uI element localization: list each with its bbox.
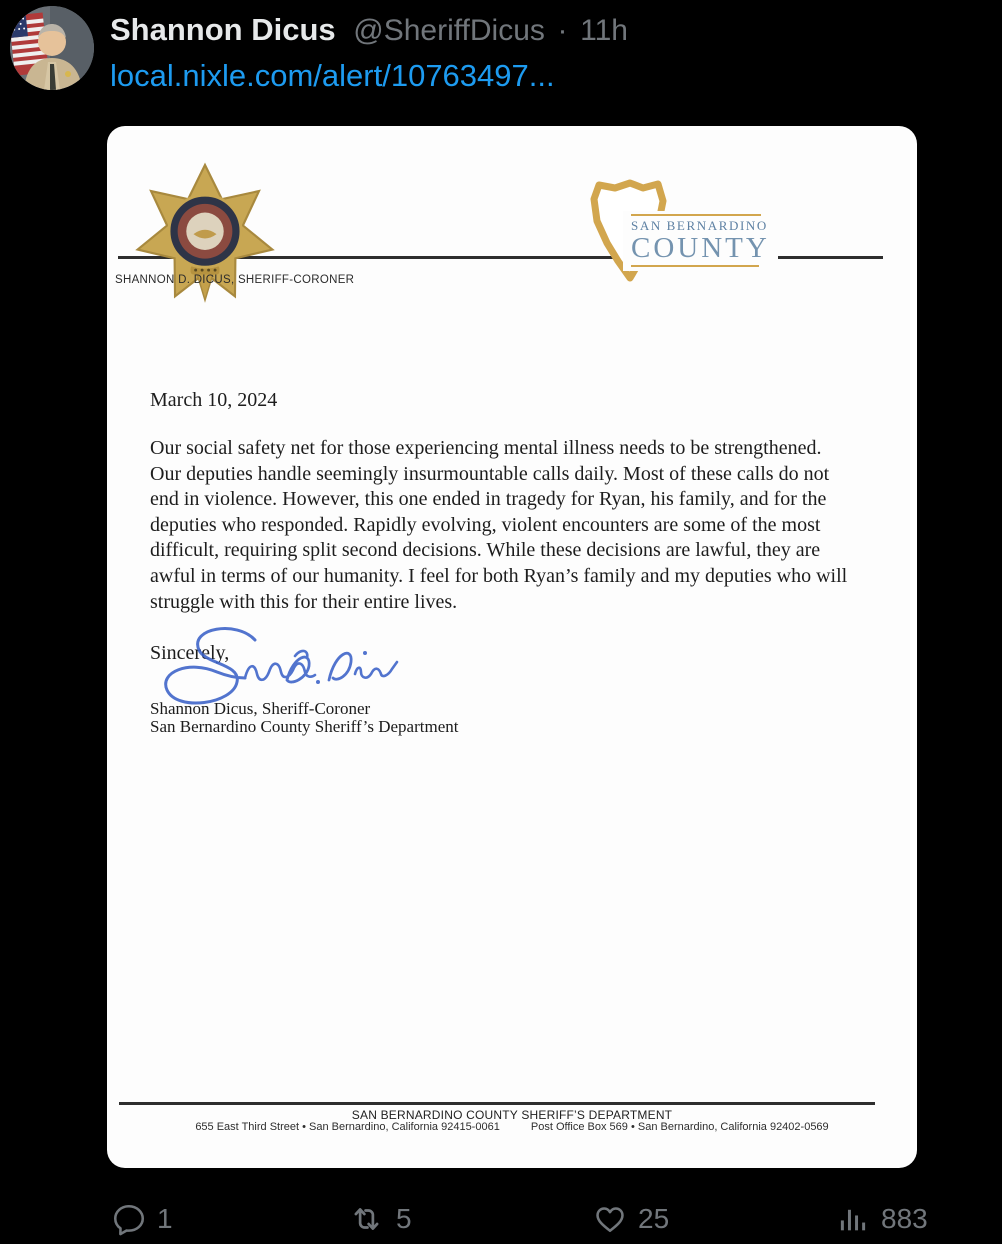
county-logo (585, 179, 785, 285)
heart-icon (593, 1202, 627, 1236)
view-count: 883 (881, 1203, 928, 1234)
repost-button[interactable] (348, 1198, 412, 1240)
letter-footer-rule (119, 1102, 875, 1105)
officer-name-line: SHANNON D. DICUS, SHERIFF-CORONER (115, 274, 355, 286)
logo-bottom-rule (631, 265, 759, 267)
footer-street-address: 655 East Third Street • San Bernardino, California 92415-0061 (195, 1121, 500, 1133)
views-button[interactable] (836, 1198, 928, 1240)
county-logo-line2: COUNTY (631, 232, 770, 264)
letter-date: March 10, 2024 (150, 389, 278, 411)
logo-top-rule (631, 214, 761, 216)
reply-icon (112, 1202, 146, 1236)
reply-count: 1 (157, 1203, 173, 1234)
timestamp[interactable]: 11h (580, 14, 628, 47)
letter-body: Our social safety net for those experiencing mental illness needs to be strengthened. Our deputies handle seemingly insurmountable calls daily. Most of these calls do not end in violence. However, this one ended in tragedy for Ryan, his family, and for the deputies who responded. Rapidly evolving, violent encounters are some of the most difficult, requiring split second decisions. While these decisions are lawful, they are awful in terms of our humanity. I feel for both Ryan’s family and my deputies who will struggle with this for their entire lives. (150, 437, 848, 613)
separator-dot: · (557, 14, 568, 47)
reply-button[interactable] (112, 1198, 173, 1240)
signature-icon (137, 626, 399, 710)
like-button[interactable] (593, 1198, 669, 1240)
like-count: 25 (638, 1203, 670, 1234)
letter-footer-department: SAN BERNARDINO COUNTY SHERIFF’S DEPARTMENT (351, 1108, 673, 1122)
letter-footer-address (107, 1121, 917, 1133)
author-handle[interactable]: @SheriffDicus (353, 14, 545, 47)
sheriff-star-badge-icon (133, 162, 277, 312)
author-name[interactable]: Shannon Dicus (110, 12, 336, 47)
avatar-photo (10, 6, 94, 90)
signature-organization: San Bernardino County Sheriff’s Department (150, 717, 459, 736)
letter-closing: Sincerely, (150, 642, 230, 664)
county-logo-line1: SAN BERNARDINO (631, 218, 768, 233)
tweet-link[interactable]: local.nixle.com/alert/10763497... (110, 58, 555, 93)
repost-icon (348, 1202, 385, 1236)
signature-printed-name: Shannon Dicus, Sheriff-Coroner (150, 699, 371, 718)
repost-count: 5 (396, 1203, 412, 1234)
analytics-icon (836, 1202, 870, 1236)
footer-po-box-address: Post Office Box 569 • San Bernardino, California 92402-0569 (530, 1121, 829, 1133)
letter-image-card[interactable] (107, 126, 917, 1168)
tweet-byline (110, 12, 970, 49)
county-logo-text (623, 211, 778, 271)
avatar[interactable] (10, 6, 94, 90)
